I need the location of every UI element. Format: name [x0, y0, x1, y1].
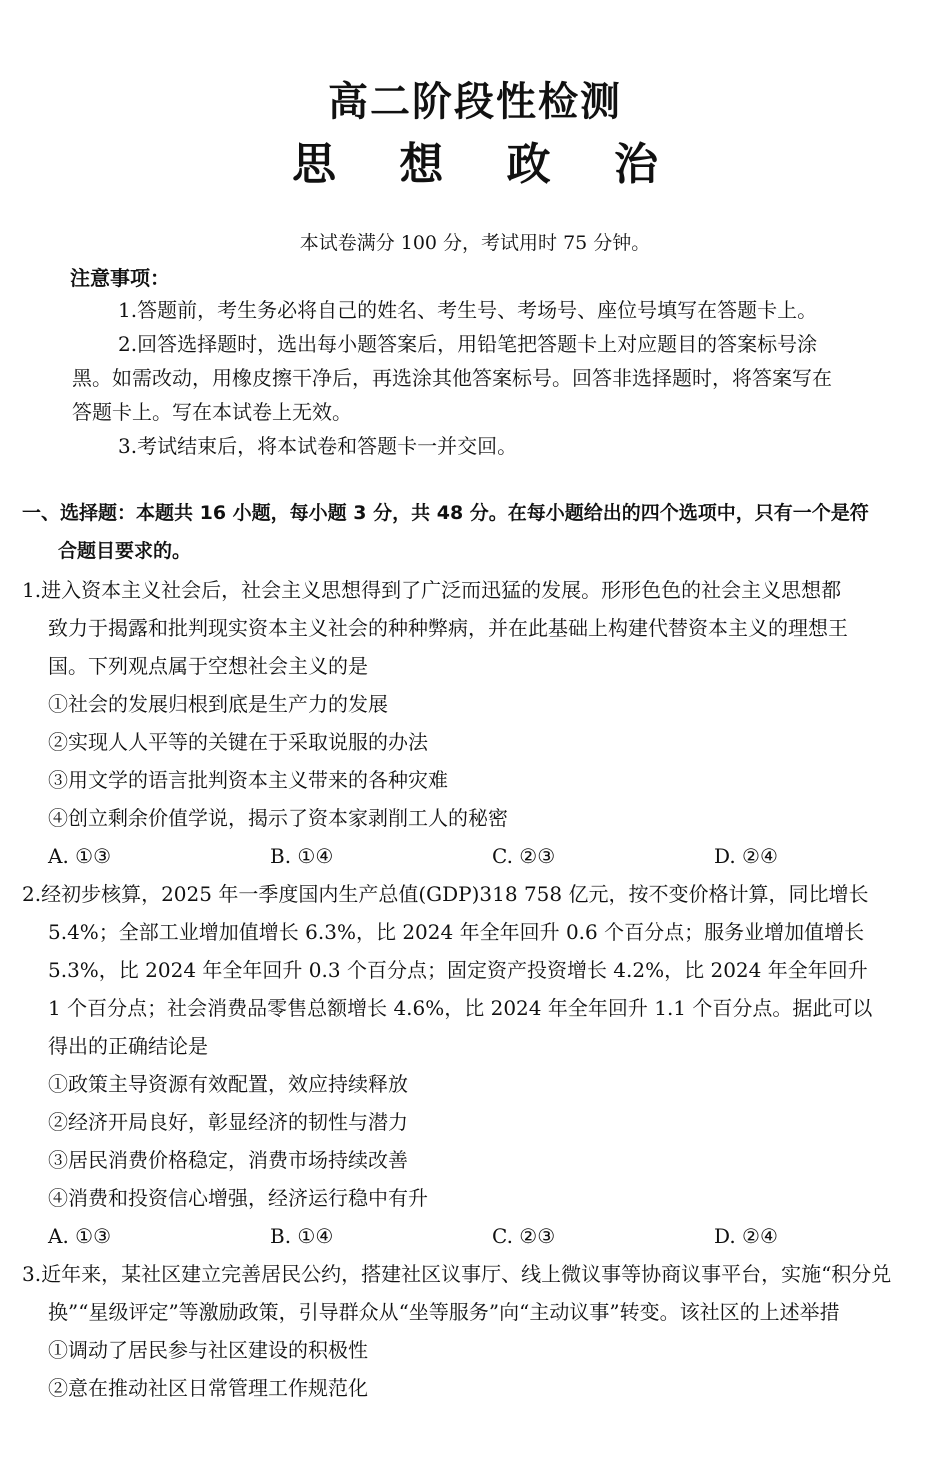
q2-option-c[interactable]: C. ②③: [492, 1224, 556, 1248]
q2-stem-line-1: 2.经初步核算，2025 年一季度国内生产总值(GDP)318 758 亿元，按不变价格计算，同比增长: [22, 882, 869, 906]
q1-option-c[interactable]: C. ②③: [492, 844, 556, 868]
notice-item-2-line-3: 答题卡上。写在本试卷上无效。: [72, 400, 352, 424]
exam-title: 高二阶段性检测: [328, 79, 622, 125]
notice-item-2-line-2: 黑。如需改动，用橡皮擦干净后，再选涂其他答案标号。回答非选择题时，将答案写在: [72, 366, 832, 390]
q1-stem-line-1: 1.进入资本主义社会后，社会主义思想得到了广泛而迅猛的发展。形形色色的社会主义思想都: [22, 578, 842, 602]
q3-statement-1: ①调动了居民参与社区建设的积极性: [48, 1338, 368, 1362]
q2-option-a[interactable]: A. ①③: [48, 1224, 112, 1248]
q1-statement-1: ①社会的发展归根到底是生产力的发展: [48, 692, 388, 716]
notice-item-1: 1.答题前，考生务必将自己的姓名、考生号、考场号、座位号填写在答题卡上。: [118, 298, 818, 322]
q2-statement-4: ④消费和投资信心增强，经济运行稳中有升: [48, 1186, 428, 1210]
q1-option-b[interactable]: B. ①④: [270, 844, 334, 868]
q2-option-d[interactable]: D. ②④: [714, 1224, 778, 1248]
q1-option-d[interactable]: D. ②④: [714, 844, 778, 868]
notice-heading: 注意事项：: [70, 266, 170, 290]
q3-stem-line-2: 换”“星级评定”等激励政策，引导群众从“坐等服务”向“主动议事”转变。该社区的上述举措: [48, 1300, 840, 1324]
q1-statement-2: ②实现人人平等的关键在于采取说服的办法: [48, 730, 428, 754]
section-heading-line-2: 合题目要求的。: [58, 540, 192, 562]
section-heading-line-1: 一、选择题：本题共 16 小题，每小题 3 分，共 48 分。在每小题给出的四个选项中，只有一个是符: [22, 502, 869, 524]
q1-statement-4: ④创立剩余价值学说，揭示了资本家剥削工人的秘密: [48, 806, 508, 830]
q2-stem-line-2: 5.4%；全部工业增加值增长 6.3%，比 2024 年全年回升 0.6 个百分点；服务业增加值增长: [48, 920, 865, 944]
q1-stem-line-3: 国。下列观点属于空想社会主义的是: [48, 654, 368, 678]
q2-statement-1: ①政策主导资源有效配置，效应持续释放: [48, 1072, 408, 1096]
notice-item-2-line-1: 2.回答选择题时，选出每小题答案后，用铅笔把答题卡上对应题目的答案标号涂: [118, 332, 818, 356]
q2-stem-line-4: 1 个百分点；社会消费品零售总额增长 4.6%，比 2024 年全年回升 1.1 个百分点。据此可以: [48, 996, 873, 1020]
q3-statement-2: ②意在推动社区日常管理工作规范化: [48, 1376, 368, 1400]
subject-title: 思 想 政 治: [292, 139, 682, 190]
score-line: 本试卷满分 100 分，考试用时 75 分钟。: [299, 232, 651, 254]
q2-options: [48, 1219, 918, 1253]
q2-stem-line-3: 5.3%，比 2024 年全年回升 0.3 个百分点；固定资产投资增长 4.2%，比 2024 年全年回升: [48, 958, 868, 982]
notice-item-3: 3.考试结束后，将本试卷和答题卡一并交回。: [118, 434, 518, 458]
q1-stem-line-2: 致力于揭露和批判现实资本主义社会的种种弊病，并在此基础上构建代替资本主义的理想王: [48, 616, 848, 640]
q1-statement-3: ③用文学的语言批判资本主义带来的各种灾难: [48, 768, 448, 792]
q1-option-a[interactable]: A. ①③: [48, 844, 112, 868]
q2-stem-line-5: 得出的正确结论是: [48, 1034, 208, 1058]
q3-stem-line-1: 3.近年来，某社区建立完善居民公约，搭建社区议事厅、线上微议事等协商议事平台，实施“积分兑: [22, 1262, 892, 1286]
q1-options: [48, 839, 918, 873]
q2-statement-2: ②经济开局良好，彰显经济的韧性与潜力: [48, 1110, 408, 1134]
q2-statement-3: ③居民消费价格稳定，消费市场持续改善: [48, 1148, 408, 1172]
q2-option-b[interactable]: B. ①④: [270, 1224, 334, 1248]
